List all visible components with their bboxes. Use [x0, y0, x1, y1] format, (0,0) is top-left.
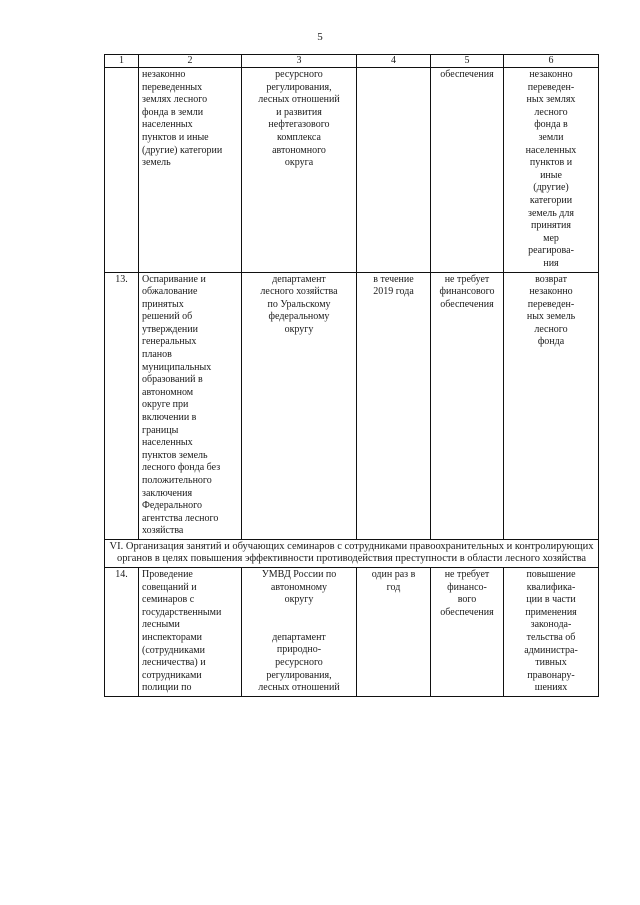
funding-cell: обеспечения	[431, 68, 504, 273]
executor-cell: ресурсного регулирования, лесных отношений и развития нефтегазового комплекса автономного округа	[242, 68, 357, 273]
row-number: 13.	[105, 272, 139, 539]
row-number: 14.	[105, 567, 139, 696]
table-row	[105, 272, 599, 539]
column-number-row	[105, 55, 599, 68]
column-number-4: 4	[357, 55, 431, 68]
activity-cell: незаконно переведенных землях лесного фонда в земли населенных пунктов и иные (другие) категории земель	[139, 68, 242, 273]
column-number-2: 2	[139, 55, 242, 68]
section-heading: VI. Организация занятий и обучающих семинаров с сотрудниками правоохранительных и контролирующих органов в целях повышения эффективности противодействия преступности в области лесного хозяйства	[105, 539, 599, 567]
table-row	[105, 567, 599, 696]
term-cell: в течение 2019 года	[357, 272, 431, 539]
activity-cell: Оспаривание и обжалование принятых решений об утверждении генеральных планов муниципальных образований в автономном округе при включении в границы населенных пунктов земель лесного фонда без положительного заключения Федерального агентства лесного хозяйства	[139, 272, 242, 539]
term-cell: один раз в год	[357, 567, 431, 696]
funding-cell: не требует финансового обеспечения	[431, 272, 504, 539]
column-number-3: 3	[242, 55, 357, 68]
executor-secondary: департамент природно- ресурсного регулирования, лесных отношений	[258, 631, 340, 694]
table-row	[105, 68, 599, 273]
executor-gap	[245, 607, 353, 632]
result-cell: повышение квалифика- ции в части применения законода- тельства об администра- тивных правонару- шениях	[504, 567, 599, 696]
term-cell	[357, 68, 431, 273]
column-number-1: 1	[105, 55, 139, 68]
executor-cell: департамент лесного хозяйства по Уральскому федеральному округу	[242, 272, 357, 539]
column-number-5: 5	[431, 55, 504, 68]
action-plan-table	[104, 54, 599, 697]
row-number	[105, 68, 139, 273]
executor-primary: УМВД России по автономному округу	[261, 568, 337, 606]
result-cell: возврат незаконно переведен- ных земель лесного фонда	[504, 272, 599, 539]
activity-cell: Проведение совещаний и семинаров с государственными лесными инспекторами (сотрудниками лесничества) и сотрудниками полиции по	[139, 567, 242, 696]
column-number-6: 6	[504, 55, 599, 68]
executor-cell	[242, 567, 357, 696]
page-number: 5	[317, 31, 323, 43]
section-heading-row	[105, 539, 599, 567]
funding-cell: не требует финансо- вого обеспечения	[431, 567, 504, 696]
result-cell: незаконно переведен- ных землях лесного фонда в земли населенных пунктов и иные (другие) категории земель для принятия мер реагирова- ния	[504, 68, 599, 273]
